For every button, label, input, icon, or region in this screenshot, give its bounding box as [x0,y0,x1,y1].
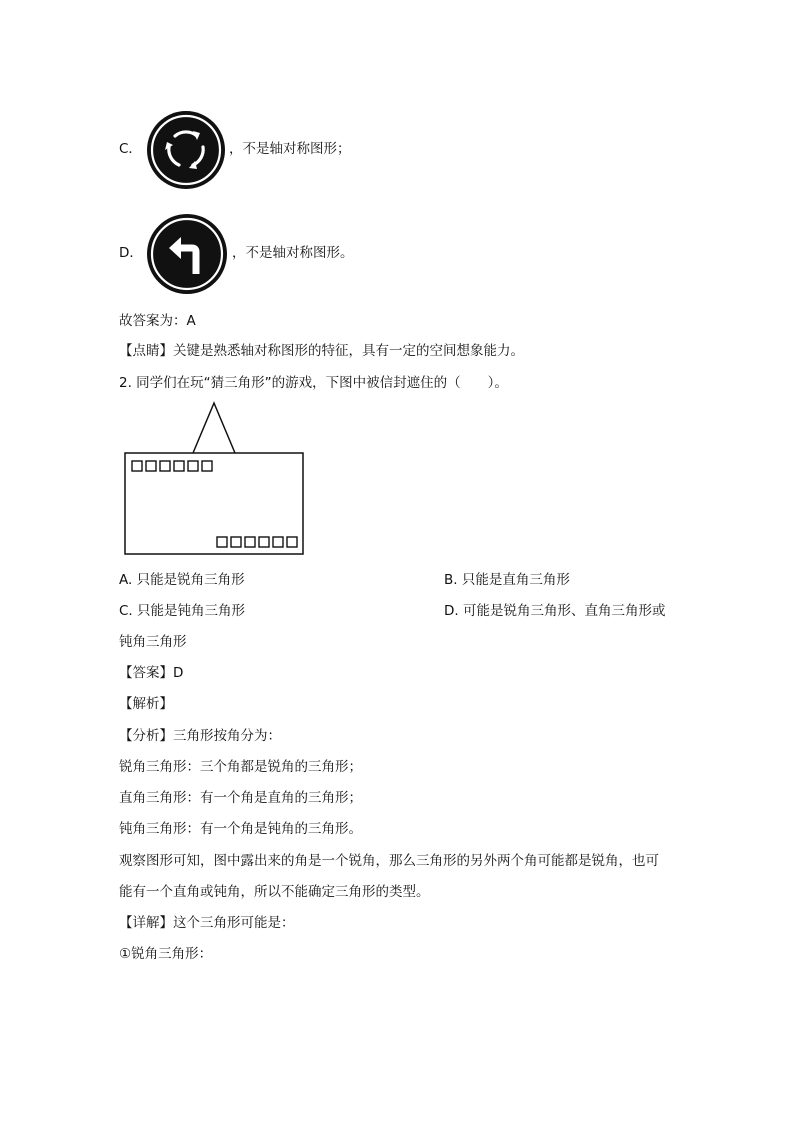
answer-tag: 【答案】D [119,665,184,681]
envelope-triangle-figure [120,398,310,560]
choice-d: D. 可能是锐角三角形、直角三角形或 [444,603,666,619]
choice-b: B. 只能是直角三角形 [444,572,570,588]
answer-line: 故答案为：A [119,313,196,329]
option-d-text: ，不是轴对称图形。 [232,245,354,261]
fenxi-line: 【分析】三角形按角分为： [119,728,281,744]
question-2: 2. 同学们在玩“猜三角形”的游戏，下图中被信封遮住的（ ）。 [119,375,508,391]
detail-line: 【详解】这个三角形可能是： [119,915,295,931]
envelope-rect [125,453,303,554]
option-c-text: ，不是轴对称图形； [229,141,351,157]
choice-d-continued: 钝角三角形 [119,634,187,650]
observe-line-1: 观察图形可知，图中露出来的角是一个锐角，那么三角形的另外两个角可能都是锐角，也可 [119,853,659,869]
choice-a: A. 只能是锐角三角形 [119,572,245,588]
choice-c: C. 只能是钝角三角形 [119,603,246,619]
def-right: 直角三角形：有一个角是直角的三角形； [119,790,362,806]
dianjing-note: 【点睛】关键是熟悉轴对称图形的特征，具有一定的空间想象能力。 [119,343,524,359]
analysis-heading: 【解析】 [119,696,173,712]
option-c-label: C． [119,141,142,157]
roundabout-sign-icon [145,109,227,191]
def-acute: 锐角三角形：三个角都是锐角的三角形； [119,759,362,775]
turn-left-sign-icon [145,212,229,296]
triangle-visible-angle [193,403,235,453]
option-d-label: D． [119,245,143,261]
observe-line-2: 能有一个直角或钝角，所以不能确定三角形的类型。 [119,884,430,900]
def-obtuse: 钝角三角形：有一个角是钝角的三角形。 [119,821,362,837]
item-1: ①锐角三角形： [119,946,213,962]
